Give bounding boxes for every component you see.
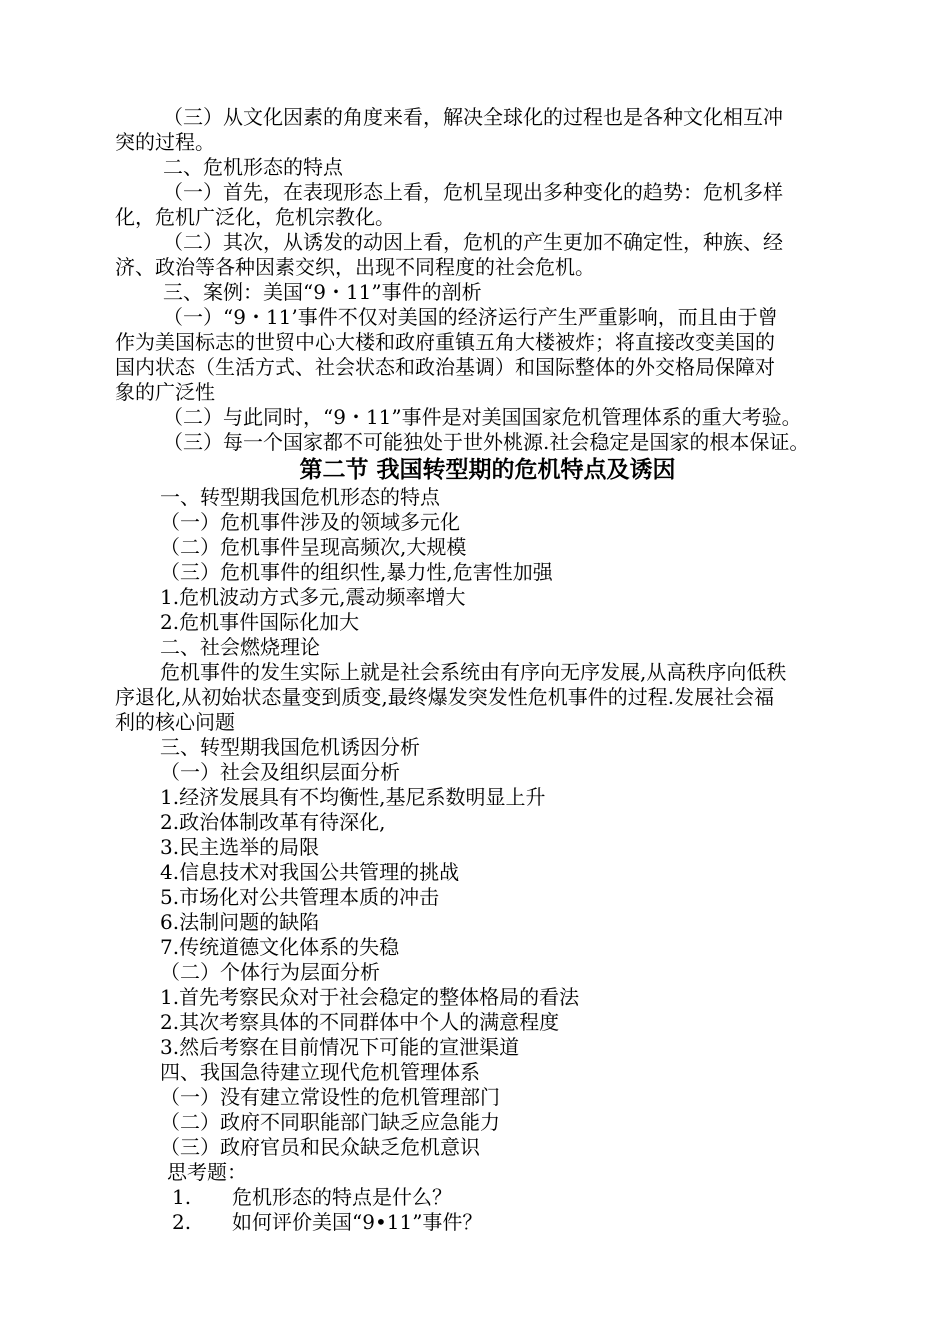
paragraph-line: 国内状态（生活方式、社会状态和政治基调）和国际整体的外交格局保障对 <box>115 355 775 379</box>
list-item: （三）政府官员和民众缺乏危机意识 <box>160 1135 480 1159</box>
paragraph-line: （一）首先，在表现形态上看，危机呈现出多种变化的趋势：危机多样 <box>163 180 783 204</box>
paragraph-line: （三）从文化因素的角度来看，解决全球化的过程也是各种文化相互冲 <box>163 105 783 129</box>
list-item: （二）个体行为层面分析 <box>160 960 380 984</box>
list-item: （二）危机事件呈现高频次,大规模 <box>160 535 467 559</box>
list-item: 3.民主选举的局限 <box>160 835 320 859</box>
list-item: 2.其次考察具体的不同群体中个人的满意程度 <box>160 1010 560 1034</box>
list-item: 6.法制问题的缺陷 <box>160 910 320 934</box>
subheading: 四、我国急待建立现代危机管理体系 <box>160 1060 480 1084</box>
list-item: 2.政治体制改革有待深化, <box>160 810 386 834</box>
paragraph-line: 作为美国标志的世贸中心大楼和政府重镇五角大楼被炸；将直接改变美国的 <box>115 330 775 354</box>
paragraph-line: （一）“9・11’事件不仅对美国的经济运行产生严重影响，而且由于曾 <box>163 305 778 329</box>
subheading: 三、案例：美国“9・11”事件的剖析 <box>163 280 482 304</box>
subheading: 二、危机形态的特点 <box>163 155 343 179</box>
list-item: 一、转型期我国危机形态的特点 <box>160 485 440 509</box>
paragraph-line: 化，危机广泛化，危机宗教化。 <box>115 205 395 229</box>
question-number: 2. <box>172 1210 192 1234</box>
list-item: 5.市场化对公共管理本质的冲击 <box>160 885 440 909</box>
paragraph-line: （二）其次，从诱发的动因上看，危机的产生更加不确定性，种族、经 <box>163 230 783 254</box>
question-text: 危机形态的特点是什么？ <box>232 1185 452 1209</box>
paragraph-line: 象的广泛性 <box>115 380 215 404</box>
list-item: 4.信息技术对我国公共管理的挑战 <box>160 860 460 884</box>
list-item: 7.传统道德文化体系的失稳 <box>160 935 400 959</box>
paragraph-line: 突的过程。 <box>115 130 215 154</box>
list-item: 1.危机波动方式多元,震动频率增大 <box>160 585 466 609</box>
list-item: （二）政府不同职能部门缺乏应急能力 <box>160 1110 500 1134</box>
list-item: （一）危机事件涉及的领域多元化 <box>160 510 460 534</box>
paragraph-line: （二）与此同时，“9・11”事件是对美国国家危机管理体系的重大考验。 <box>163 405 802 429</box>
section-title: 第二节 我国转型期的危机特点及诱因 <box>299 457 676 483</box>
paragraph-line: 序退化,从初始状态量变到质变,最终爆发突发性危机事件的过程.发展社会福 <box>115 685 775 709</box>
subheading: 二、社会燃烧理论 <box>160 635 320 659</box>
subheading: 三、转型期我国危机诱因分析 <box>160 735 420 759</box>
list-item: （一）社会及组织层面分析 <box>160 760 400 784</box>
list-item: （三）危机事件的组织性,暴力性,危害性加强 <box>160 560 553 584</box>
paragraph-line: 济、政治等各种因素交织，出现不同程度的社会危机。 <box>115 255 595 279</box>
list-item: 2.危机事件国际化加大 <box>160 610 360 634</box>
paragraph-line: 危机事件的发生实际上就是社会系统由有序向无序发展,从高秩序向低秩 <box>160 660 787 684</box>
questions-label: 思考题： <box>167 1160 247 1184</box>
list-item: 1.首先考察民众对于社会稳定的整体格局的看法 <box>160 985 580 1009</box>
question-text: 如何评价美国“9•11”事件？ <box>232 1210 483 1234</box>
question-number: 1. <box>172 1185 192 1209</box>
list-item: 3.然后考察在目前情况下可能的宣泄渠道 <box>160 1035 520 1059</box>
list-item: （一）没有建立常设性的危机管理部门 <box>160 1085 500 1109</box>
list-item: 1.经济发展具有不均衡性,基尼系数明显上升 <box>160 785 546 809</box>
paragraph-line: （三）每一个国家都不可能独处于世外桃源.社会稳定是国家的根本保证。 <box>163 430 810 454</box>
paragraph-line: 利的核心问题 <box>115 710 235 734</box>
